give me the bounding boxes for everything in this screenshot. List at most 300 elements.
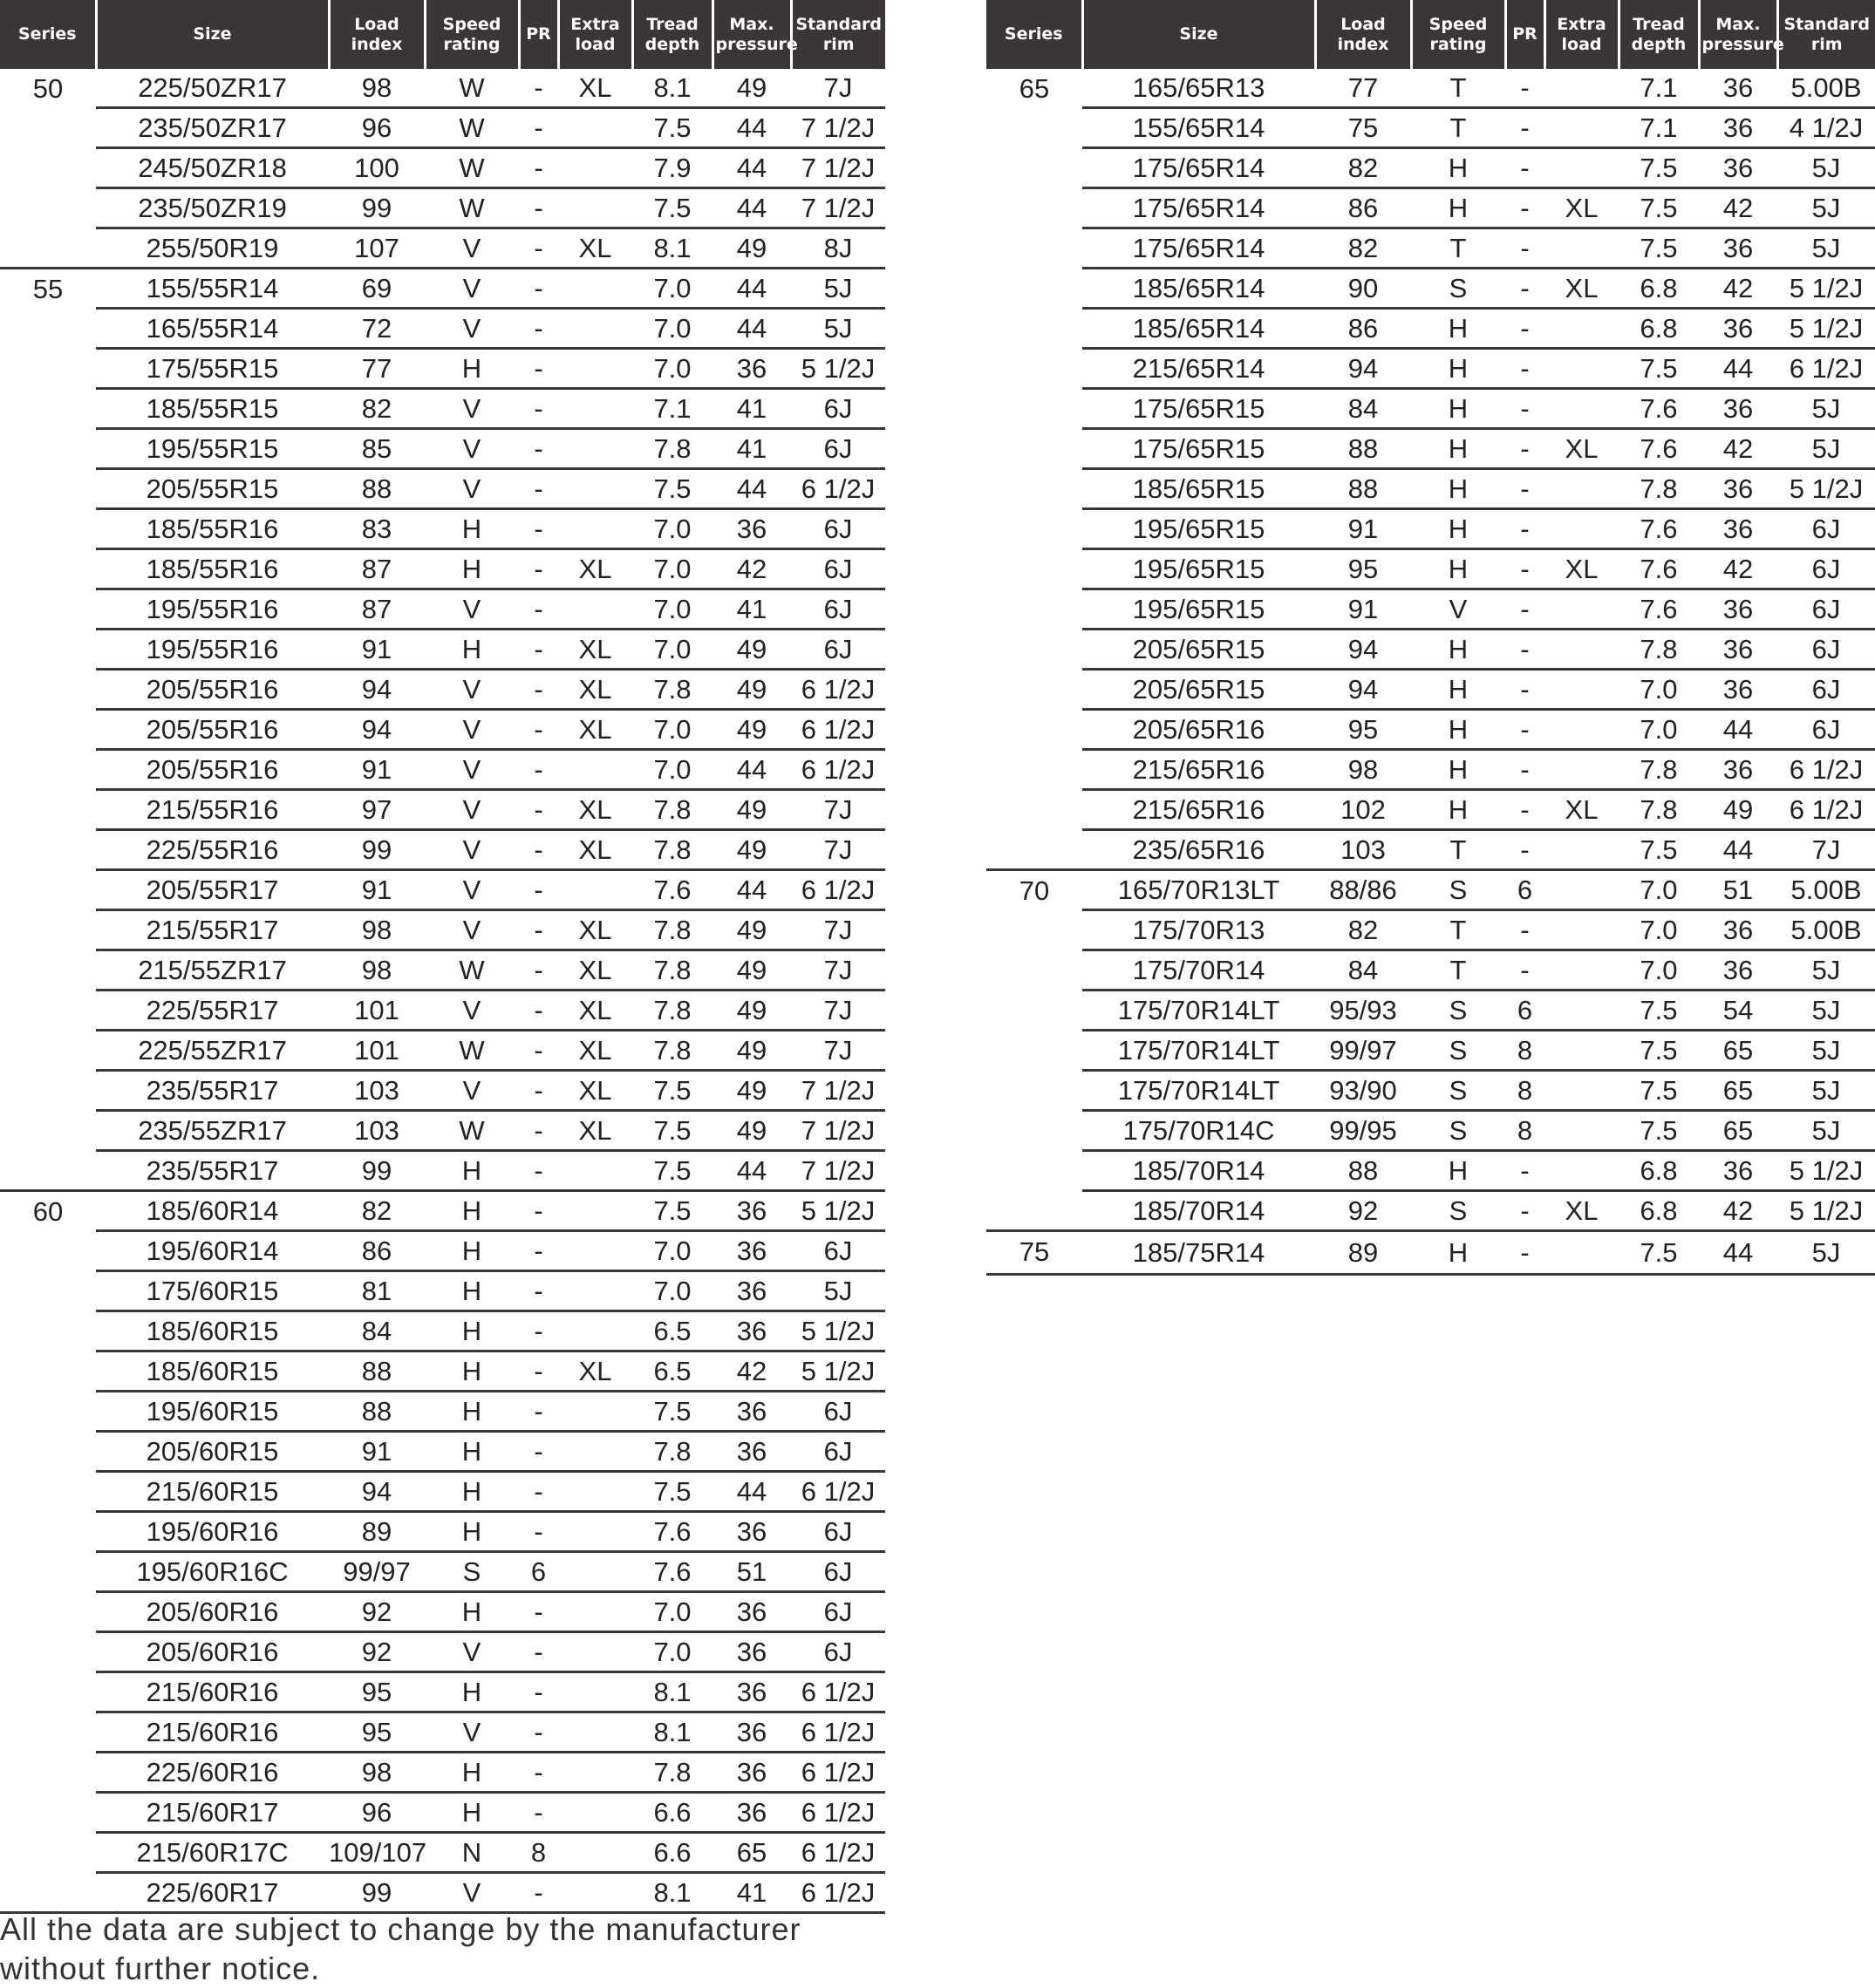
pr-cell: - xyxy=(519,429,558,469)
table-row xyxy=(0,269,885,309)
table-row xyxy=(0,1712,885,1753)
speed-rating-cell: V xyxy=(425,910,519,950)
table-row xyxy=(986,509,1875,549)
extra-load-cell xyxy=(1544,750,1619,790)
table-row xyxy=(0,1552,885,1592)
standard-rim-cell: 7J xyxy=(791,991,885,1031)
extra-load-cell xyxy=(1544,69,1619,108)
pr-cell: - xyxy=(519,710,558,750)
table-row xyxy=(0,1432,885,1472)
speed-rating-cell: V xyxy=(1411,589,1505,630)
pr-cell: 8 xyxy=(519,1833,558,1873)
standard-rim-cell: 6J xyxy=(791,1632,885,1672)
speed-rating-cell: S xyxy=(1411,1111,1505,1151)
table-row xyxy=(0,1111,885,1151)
tread-depth-cell: 7.0 xyxy=(632,269,712,309)
table-row xyxy=(986,549,1875,589)
max-pressure-cell: 49 xyxy=(712,630,791,670)
table-row xyxy=(986,830,1875,870)
max-pressure-cell: 36 xyxy=(712,1712,791,1753)
load-index-cell: 88 xyxy=(1315,1151,1411,1191)
standard-rim-cell: 6J xyxy=(791,1592,885,1632)
load-index-cell: 96 xyxy=(329,108,425,148)
table-row xyxy=(0,1191,885,1231)
pr-cell: - xyxy=(519,1472,558,1512)
extra-load-cell xyxy=(558,1712,632,1753)
extra-load-cell: XL xyxy=(558,830,632,870)
standard-rim-cell: 6 1/2J xyxy=(791,1472,885,1512)
load-index-cell: 86 xyxy=(329,1231,425,1271)
speed-rating-cell: H xyxy=(1411,309,1505,349)
header-pr: PR xyxy=(1505,0,1544,69)
size-cell: 185/55R16 xyxy=(96,509,329,549)
speed-rating-cell: H xyxy=(1411,469,1505,509)
size-cell: 195/60R16 xyxy=(96,1512,329,1552)
extra-load-cell xyxy=(558,1392,632,1432)
standard-rim-cell: 6J xyxy=(1777,509,1875,549)
load-index-cell: 103 xyxy=(329,1071,425,1111)
standard-rim-cell: 8J xyxy=(791,228,885,269)
load-index-cell: 101 xyxy=(329,991,425,1031)
max-pressure-cell: 41 xyxy=(712,589,791,630)
size-cell: 185/55R16 xyxy=(96,549,329,589)
speed-rating-cell: T xyxy=(1411,108,1505,148)
load-index-cell: 99/97 xyxy=(329,1552,425,1592)
tread-depth-cell: 6.6 xyxy=(632,1833,712,1873)
tread-depth-cell: 7.5 xyxy=(1619,148,1699,188)
extra-load-cell: XL xyxy=(558,710,632,750)
size-cell: 215/60R17C xyxy=(96,1833,329,1873)
table-row xyxy=(0,1793,885,1833)
pr-cell: - xyxy=(1505,429,1544,469)
table-row xyxy=(986,870,1875,910)
standard-rim-cell: 6J xyxy=(791,589,885,630)
extra-load-cell xyxy=(558,1311,632,1351)
table-row xyxy=(986,108,1875,148)
speed-rating-cell: H xyxy=(1411,509,1505,549)
pr-cell: - xyxy=(519,1151,558,1191)
tread-depth-cell: 7.8 xyxy=(632,790,712,830)
max-pressure-cell: 36 xyxy=(712,1432,791,1472)
speed-rating-cell: H xyxy=(425,1271,519,1311)
max-pressure-cell: 41 xyxy=(712,429,791,469)
max-pressure-cell: 42 xyxy=(1699,429,1777,469)
extra-load-cell xyxy=(558,1592,632,1632)
size-cell: 175/70R14LT xyxy=(1082,1031,1315,1071)
max-pressure-cell: 36 xyxy=(712,1793,791,1833)
max-pressure-cell: 36 xyxy=(1699,228,1777,269)
extra-load-cell: XL xyxy=(558,950,632,991)
size-cell: 175/60R15 xyxy=(96,1271,329,1311)
load-index-cell: 94 xyxy=(329,1472,425,1512)
table-row xyxy=(986,950,1875,991)
max-pressure-cell: 36 xyxy=(1699,750,1777,790)
extra-load-cell xyxy=(1544,148,1619,188)
table-row xyxy=(986,309,1875,349)
pr-cell: - xyxy=(519,1512,558,1552)
header-tread-depth: Tread depth xyxy=(632,0,712,69)
load-index-cell: 91 xyxy=(1315,589,1411,630)
extra-load-cell xyxy=(1544,1151,1619,1191)
speed-rating-cell: W xyxy=(425,188,519,228)
size-cell: 175/65R14 xyxy=(1082,228,1315,269)
pr-cell: - xyxy=(1505,469,1544,509)
speed-rating-cell: H xyxy=(425,349,519,389)
load-index-cell: 91 xyxy=(329,870,425,910)
size-cell: 185/55R15 xyxy=(96,389,329,429)
size-cell: 165/55R14 xyxy=(96,309,329,349)
table-row xyxy=(0,589,885,630)
standard-rim-cell: 5 1/2J xyxy=(791,1311,885,1351)
load-index-cell: 92 xyxy=(329,1592,425,1632)
extra-load-cell: XL xyxy=(1544,549,1619,589)
extra-load-cell: XL xyxy=(558,991,632,1031)
extra-load-cell xyxy=(558,1552,632,1592)
standard-rim-cell: 6J xyxy=(1777,630,1875,670)
load-index-cell: 77 xyxy=(329,349,425,389)
size-cell: 175/70R13 xyxy=(1082,910,1315,950)
extra-load-cell: XL xyxy=(558,1071,632,1111)
extra-load-cell: XL xyxy=(1544,790,1619,830)
extra-load-cell xyxy=(1544,1071,1619,1111)
extra-load-cell xyxy=(558,1472,632,1512)
pr-cell: 6 xyxy=(519,1552,558,1592)
max-pressure-cell: 36 xyxy=(712,509,791,549)
load-index-cell: 99 xyxy=(329,188,425,228)
standard-rim-cell: 5J xyxy=(791,309,885,349)
extra-load-cell xyxy=(1544,630,1619,670)
load-index-cell: 95/93 xyxy=(1315,991,1411,1031)
max-pressure-cell: 49 xyxy=(712,670,791,710)
max-pressure-cell: 44 xyxy=(712,1151,791,1191)
load-index-cell: 94 xyxy=(1315,349,1411,389)
speed-rating-cell: S xyxy=(1411,269,1505,309)
max-pressure-cell: 36 xyxy=(712,1191,791,1231)
extra-load-cell xyxy=(558,1632,632,1672)
tread-depth-cell: 8.1 xyxy=(632,1873,712,1913)
load-index-cell: 91 xyxy=(329,750,425,790)
header-extra-load: Extra load xyxy=(1544,0,1619,69)
max-pressure-cell: 36 xyxy=(1699,148,1777,188)
tread-depth-cell: 7.6 xyxy=(1619,589,1699,630)
tread-depth-cell: 6.8 xyxy=(1619,309,1699,349)
standard-rim-cell: 5J xyxy=(1777,991,1875,1031)
standard-rim-cell: 5 1/2J xyxy=(1777,309,1875,349)
tread-depth-cell: 7.5 xyxy=(1619,1031,1699,1071)
table-row xyxy=(986,710,1875,750)
standard-rim-cell: 6 1/2J xyxy=(791,710,885,750)
extra-load-cell: XL xyxy=(558,630,632,670)
speed-rating-cell: H xyxy=(425,1672,519,1712)
max-pressure-cell: 41 xyxy=(712,389,791,429)
extra-load-cell xyxy=(1544,509,1619,549)
table-row xyxy=(0,1833,885,1873)
table-row xyxy=(0,469,885,509)
max-pressure-cell: 36 xyxy=(712,1392,791,1432)
tread-depth-cell: 7.5 xyxy=(1619,1231,1699,1275)
table-row xyxy=(0,509,885,549)
speed-rating-cell: H xyxy=(425,1753,519,1793)
speed-rating-cell: H xyxy=(1411,148,1505,188)
load-index-cell: 101 xyxy=(329,1031,425,1071)
standard-rim-cell: 5 1/2J xyxy=(1777,1151,1875,1191)
table-row xyxy=(0,710,885,750)
extra-load-cell xyxy=(558,870,632,910)
load-index-cell: 96 xyxy=(329,1793,425,1833)
size-cell: 225/60R16 xyxy=(96,1753,329,1793)
size-cell: 205/55R15 xyxy=(96,469,329,509)
extra-load-cell xyxy=(558,1151,632,1191)
extra-load-cell xyxy=(558,269,632,309)
max-pressure-cell: 65 xyxy=(712,1833,791,1873)
speed-rating-cell: V xyxy=(425,429,519,469)
pr-cell: - xyxy=(1505,790,1544,830)
pr-cell: - xyxy=(1505,108,1544,148)
tread-depth-cell: 7.0 xyxy=(1619,870,1699,910)
max-pressure-cell: 44 xyxy=(1699,830,1777,870)
load-index-cell: 98 xyxy=(329,910,425,950)
pr-cell: - xyxy=(1505,910,1544,950)
series-cell: 75 xyxy=(986,1231,1082,1275)
load-index-cell: 82 xyxy=(1315,228,1411,269)
speed-rating-cell: V xyxy=(425,710,519,750)
standard-rim-cell: 5 1/2J xyxy=(791,1351,885,1392)
size-cell: 165/70R13LT xyxy=(1082,870,1315,910)
tread-depth-cell: 7.6 xyxy=(1619,549,1699,589)
extra-load-cell xyxy=(558,1512,632,1552)
pr-cell: - xyxy=(1505,950,1544,991)
tread-depth-cell: 7.0 xyxy=(1619,670,1699,710)
max-pressure-cell: 49 xyxy=(712,1031,791,1071)
table-row xyxy=(986,991,1875,1031)
speed-rating-cell: W xyxy=(425,950,519,991)
size-cell: 255/50R19 xyxy=(96,228,329,269)
extra-load-cell: XL xyxy=(558,228,632,269)
tread-depth-cell: 7.5 xyxy=(1619,349,1699,389)
extra-load-cell: XL xyxy=(1544,1191,1619,1231)
tread-depth-cell: 7.0 xyxy=(632,1231,712,1271)
tread-depth-cell: 7.5 xyxy=(1619,1071,1699,1111)
table-row xyxy=(986,469,1875,509)
tread-depth-cell: 7.0 xyxy=(632,1271,712,1311)
load-index-cell: 95 xyxy=(329,1672,425,1712)
pr-cell: - xyxy=(519,1311,558,1351)
tread-depth-cell: 7.0 xyxy=(632,549,712,589)
speed-rating-cell: V xyxy=(425,1071,519,1111)
standard-rim-cell: 7 1/2J xyxy=(791,188,885,228)
table-row xyxy=(986,148,1875,188)
table-row xyxy=(986,670,1875,710)
extra-load-cell: XL xyxy=(558,1031,632,1071)
pr-cell: - xyxy=(519,870,558,910)
table-row xyxy=(0,1231,885,1271)
standard-rim-cell: 5 1/2J xyxy=(1777,469,1875,509)
spec-table-right xyxy=(986,0,1875,1276)
standard-rim-cell: 6 1/2J xyxy=(791,1712,885,1753)
extra-load-cell xyxy=(558,1432,632,1472)
standard-rim-cell: 6J xyxy=(791,1231,885,1271)
speed-rating-cell: W xyxy=(425,1111,519,1151)
size-cell: 175/65R15 xyxy=(1082,389,1315,429)
size-cell: 215/65R16 xyxy=(1082,790,1315,830)
max-pressure-cell: 36 xyxy=(1699,1151,1777,1191)
speed-rating-cell: H xyxy=(425,1191,519,1231)
load-index-cell: 88 xyxy=(329,1392,425,1432)
table-row xyxy=(986,69,1875,108)
tread-depth-cell: 8.1 xyxy=(632,1712,712,1753)
standard-rim-cell: 5.00B xyxy=(1777,910,1875,950)
max-pressure-cell: 36 xyxy=(1699,670,1777,710)
extra-load-cell xyxy=(558,309,632,349)
pr-cell: - xyxy=(519,228,558,269)
speed-rating-cell: H xyxy=(425,1512,519,1552)
standard-rim-cell: 5J xyxy=(791,269,885,309)
tread-depth-cell: 7.5 xyxy=(1619,1111,1699,1151)
table-row xyxy=(0,630,885,670)
table-row xyxy=(0,1472,885,1512)
size-cell: 225/55ZR17 xyxy=(96,1031,329,1071)
tread-depth-cell: 7.5 xyxy=(632,1472,712,1512)
extra-load-cell xyxy=(558,1793,632,1833)
standard-rim-cell: 5 1/2J xyxy=(791,349,885,389)
tread-depth-cell: 7.5 xyxy=(1619,188,1699,228)
tread-depth-cell: 6.8 xyxy=(1619,1191,1699,1231)
load-index-cell: 89 xyxy=(329,1512,425,1552)
table-row xyxy=(986,750,1875,790)
pr-cell: - xyxy=(1505,750,1544,790)
standard-rim-cell: 6J xyxy=(791,630,885,670)
table-row xyxy=(0,790,885,830)
table-row xyxy=(986,790,1875,830)
extra-load-cell xyxy=(1544,589,1619,630)
pr-cell: - xyxy=(519,1392,558,1432)
extra-load-cell xyxy=(558,148,632,188)
tread-depth-cell: 6.5 xyxy=(632,1311,712,1351)
standard-rim-cell: 6J xyxy=(791,1432,885,1472)
max-pressure-cell: 42 xyxy=(712,549,791,589)
standard-rim-cell: 6 1/2J xyxy=(791,1833,885,1873)
size-cell: 225/60R17 xyxy=(96,1873,329,1913)
pr-cell: - xyxy=(519,1071,558,1111)
extra-load-cell xyxy=(1544,469,1619,509)
size-cell: 215/60R15 xyxy=(96,1472,329,1512)
standard-rim-cell: 7J xyxy=(791,69,885,108)
header-max-pressure: Max. pressure xyxy=(1699,0,1777,69)
tread-depth-cell: 7.8 xyxy=(1619,750,1699,790)
tread-depth-cell: 7.0 xyxy=(632,1632,712,1672)
max-pressure-cell: 44 xyxy=(712,750,791,790)
size-cell: 205/65R15 xyxy=(1082,630,1315,670)
size-cell: 195/65R15 xyxy=(1082,509,1315,549)
tread-depth-cell: 7.0 xyxy=(1619,950,1699,991)
extra-load-cell xyxy=(558,1753,632,1793)
standard-rim-cell: 7J xyxy=(791,1031,885,1071)
standard-rim-cell: 7 1/2J xyxy=(791,1151,885,1191)
speed-rating-cell: H xyxy=(425,1351,519,1392)
size-cell: 195/55R16 xyxy=(96,630,329,670)
table-row xyxy=(0,991,885,1031)
extra-load-cell xyxy=(1544,910,1619,950)
max-pressure-cell: 36 xyxy=(712,1271,791,1311)
standard-rim-cell: 6 1/2J xyxy=(791,1672,885,1712)
size-cell: 205/55R17 xyxy=(96,870,329,910)
tread-depth-cell: 7.5 xyxy=(632,1392,712,1432)
load-index-cell: 84 xyxy=(1315,950,1411,991)
load-index-cell: 88 xyxy=(329,469,425,509)
pr-cell: - xyxy=(519,1592,558,1632)
load-index-cell: 91 xyxy=(1315,509,1411,549)
spec-table-left xyxy=(0,0,885,1914)
load-index-cell: 99 xyxy=(329,830,425,870)
table-row xyxy=(0,830,885,870)
size-cell: 185/60R14 xyxy=(96,1191,329,1231)
speed-rating-cell: W xyxy=(425,108,519,148)
pr-cell: - xyxy=(519,910,558,950)
speed-rating-cell: H xyxy=(425,1432,519,1472)
extra-load-cell xyxy=(558,349,632,389)
standard-rim-cell: 6J xyxy=(791,549,885,589)
max-pressure-cell: 36 xyxy=(1699,589,1777,630)
max-pressure-cell: 36 xyxy=(1699,950,1777,991)
load-index-cell: 88 xyxy=(1315,469,1411,509)
load-index-cell: 103 xyxy=(329,1111,425,1151)
tread-depth-cell: 7.5 xyxy=(632,1111,712,1151)
load-index-cell: 97 xyxy=(329,790,425,830)
table-header-row xyxy=(986,0,1875,69)
tread-depth-cell: 7.1 xyxy=(1619,108,1699,148)
pr-cell: - xyxy=(1505,1151,1544,1191)
table-row xyxy=(0,1351,885,1392)
header-speed-rating: Speed rating xyxy=(425,0,519,69)
size-cell: 235/55ZR17 xyxy=(96,1111,329,1151)
size-cell: 175/55R15 xyxy=(96,349,329,389)
size-cell: 235/55R17 xyxy=(96,1071,329,1111)
speed-rating-cell: V xyxy=(425,309,519,349)
load-index-cell: 85 xyxy=(329,429,425,469)
size-cell: 185/75R14 xyxy=(1082,1231,1315,1275)
speed-rating-cell: H xyxy=(425,1231,519,1271)
load-index-cell: 77 xyxy=(1315,69,1411,108)
table-row xyxy=(986,228,1875,269)
standard-rim-cell: 7 1/2J xyxy=(791,1071,885,1111)
header-size: Size xyxy=(1082,0,1315,69)
speed-rating-cell: V xyxy=(425,870,519,910)
load-index-cell: 94 xyxy=(1315,670,1411,710)
extra-load-cell xyxy=(1544,108,1619,148)
extra-load-cell: XL xyxy=(558,670,632,710)
max-pressure-cell: 49 xyxy=(712,790,791,830)
max-pressure-cell: 44 xyxy=(712,108,791,148)
max-pressure-cell: 36 xyxy=(1699,630,1777,670)
load-index-cell: 75 xyxy=(1315,108,1411,148)
size-cell: 195/65R15 xyxy=(1082,589,1315,630)
size-cell: 195/60R16C xyxy=(96,1552,329,1592)
load-index-cell: 98 xyxy=(329,1753,425,1793)
size-cell: 185/70R14 xyxy=(1082,1151,1315,1191)
size-cell: 205/55R16 xyxy=(96,750,329,790)
table-row xyxy=(986,349,1875,389)
table-row xyxy=(0,1672,885,1712)
speed-rating-cell: H xyxy=(425,1392,519,1432)
extra-load-cell xyxy=(1544,991,1619,1031)
size-cell: 165/65R13 xyxy=(1082,69,1315,108)
tread-depth-cell: 7.6 xyxy=(632,1512,712,1552)
load-index-cell: 95 xyxy=(1315,710,1411,750)
size-cell: 175/70R14LT xyxy=(1082,1071,1315,1111)
pr-cell: - xyxy=(519,670,558,710)
speed-rating-cell: T xyxy=(1411,830,1505,870)
load-index-cell: 82 xyxy=(329,1191,425,1231)
